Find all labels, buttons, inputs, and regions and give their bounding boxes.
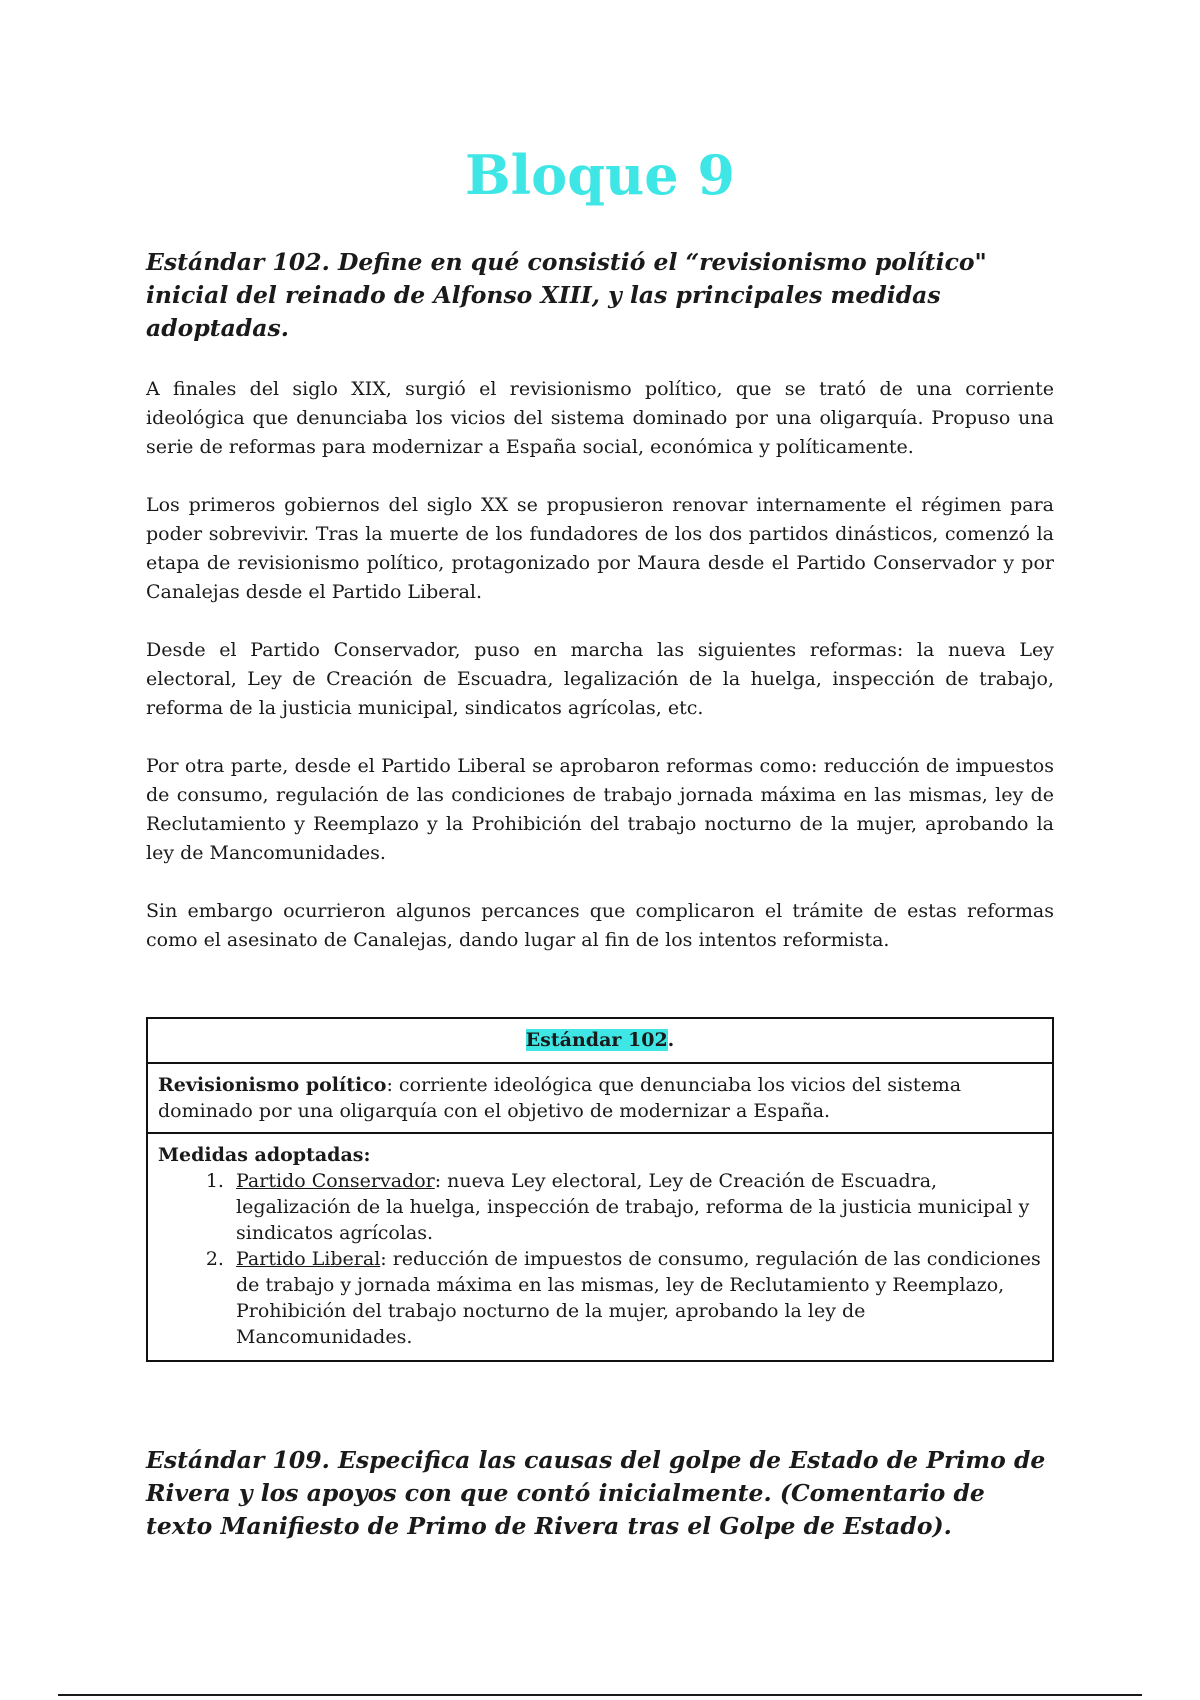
measure-item [230, 1246, 1042, 1350]
measures-title: Medidas adoptadas: [158, 1144, 371, 1166]
footer-rule [58, 1694, 1142, 1696]
definition-term: Revisionismo político [158, 1074, 387, 1096]
page-title: Bloque 9 [465, 143, 735, 207]
measure-text: : reducción de impuestos de consumo, regulación de las condiciones de trabajo y jornada máxima en las mismas, ley de Reclutamiento y Reemplazo, Prohibición del trabajo nocturno de la mujer, aprobando la ley de Mancomunidades. [236, 1248, 1041, 1348]
summary-table-header [148, 1019, 1052, 1062]
measures-list [158, 1168, 1042, 1350]
summary-header-suffix: . [667, 1029, 675, 1051]
paragraph-3: Desde el Partido Conservador, puso en marcha las siguientes reformas: la nueva Ley electoral, Ley de Creación de Escuadra, legalización de la huelga, inspección de trabajo, reforma de la justicia municipal, sindicatos agrícolas, etc. [146, 639, 1054, 719]
measure-party: Partido Liberal [236, 1248, 381, 1270]
summary-table [146, 1017, 1054, 1362]
standard-102-heading: Estándar 102. Define en qué consistió el “revisionismo político" inicial del reinado de Alfonso XIII, y las principales medidas adoptadas. [146, 248, 987, 342]
summary-measures-row [148, 1132, 1052, 1360]
summary-header-highlight: Estándar 102 [525, 1029, 668, 1051]
document-body [146, 246, 1054, 1543]
definition-text: : corriente ideológica que denunciaba los vicios del sistema dominado por una oligarquía con el objetivo de modernizar a España. [158, 1074, 962, 1122]
measure-item [230, 1168, 1042, 1246]
standard-109-heading: Estándar 109. Especifica las causas del golpe de Estado de Primo de Rivera y los apoyos con que contó inicialmente. (Comentario de texto Manifiesto de Primo de Rivera tras el Golpe de Estado). [146, 1446, 1046, 1540]
paragraph-1: A finales del siglo XIX, surgió el revisionismo político, que se trató de una corriente ideológica que denunciaba los vicios del sistema dominado por una oligarquía. Propuso una serie de reformas para modernizar a España social, económica y políticamente. [146, 378, 1054, 458]
measure-party: Partido Conservador [236, 1170, 435, 1192]
measure-text: : nueva Ley electoral, Ley de Creación de Escuadra, legalización de la huelga, inspección de trabajo, reforma de la justicia municipal y sindicatos agrícolas. [236, 1170, 1030, 1244]
paragraph-5: Sin embargo ocurrieron algunos percances que complicaron el trámite de estas reformas como el asesinato de Canalejas, dando lugar al fin de los intentos reformista. [146, 900, 1054, 951]
paragraph-4: Por otra parte, desde el Partido Liberal se aprobaron reformas como: reducción de impuestos de consumo, regulación de las condiciones de trabajo jornada máxima en las mismas, ley de Reclutamiento y Reemplazo y la Prohibición del trabajo nocturno de la mujer, aprobando la ley de Mancomunidades. [146, 755, 1054, 864]
summary-definition-row [148, 1062, 1052, 1132]
paragraph-2: Los primeros gobiernos del siglo XX se propusieron renovar internamente el régimen para poder sobrevivir. Tras la muerte de los fundadores de los dos partidos dinásticos, comenzó la etapa de revisionismo político, protagonizado por Maura desde el Partido Conservador y por Canalejas desde el Partido Liberal. [146, 494, 1054, 603]
